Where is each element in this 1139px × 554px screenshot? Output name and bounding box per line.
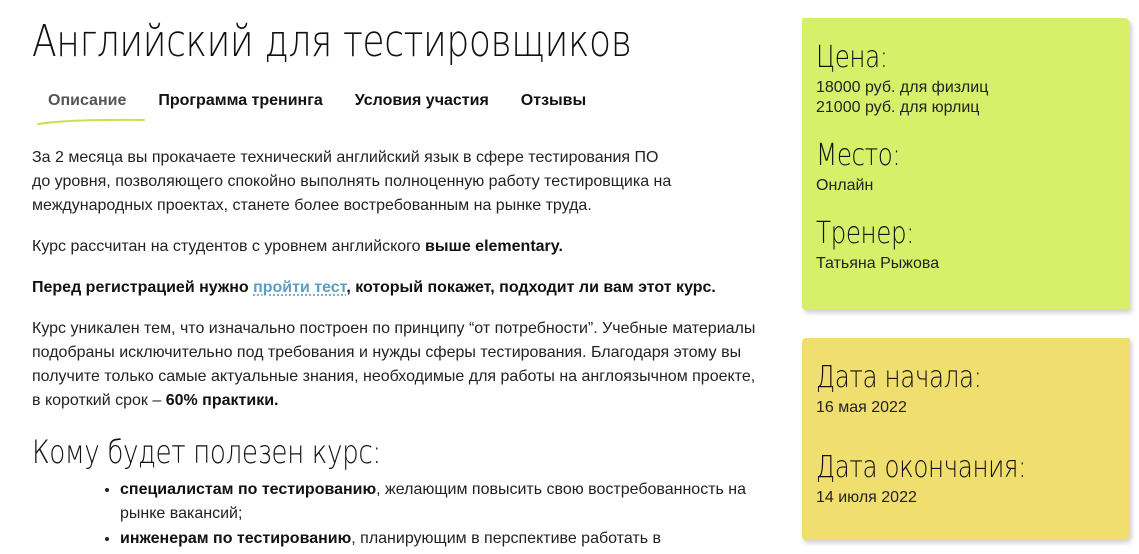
tab-label: Условия участия xyxy=(354,92,489,109)
course-dates-card xyxy=(802,338,1130,540)
unique-paragraph: Курс уникален тем, что изначально построен по принципу “от потребности”. Учебные материалы подобраны исключительно под требования и нужды сферы тестирования. Благодаря этому вы получите только самые актуальные знания, необходимые для работы на англоязычном проекте, в короткий срок – 60% практики. xyxy=(32,320,756,409)
level-requirement: выше elementary. xyxy=(425,238,563,255)
audience-title: Кому будет полезен курс: xyxy=(32,433,381,471)
tab-bar xyxy=(32,88,602,128)
list-item: • специалистам по тестированию, желающим повысить свою востребованность на рынке вакансий; xyxy=(120,478,760,526)
tab-label: Программа тренинга xyxy=(158,92,323,109)
price-label: Цена: xyxy=(816,40,888,75)
start-date-value: 16 мая 2022 xyxy=(816,399,907,416)
test-paragraph: Перед регистрацией нужно пройти тест, который покажет, подходит ли вам этот курс. xyxy=(32,279,716,296)
price-individual: 18000 руб. для физлиц xyxy=(816,79,989,96)
course-info-card xyxy=(802,18,1130,310)
place-label: Место: xyxy=(816,138,901,173)
take-test-link[interactable]: пройти тест xyxy=(253,279,347,296)
tab-conditions[interactable] xyxy=(339,88,505,128)
tab-label: Отзывы xyxy=(520,92,587,109)
audience-list xyxy=(120,478,760,551)
trainer-value: Татьяна Рыжова xyxy=(816,255,940,272)
tab-program[interactable] xyxy=(142,88,338,128)
start-date-label: Дата начала: xyxy=(816,360,982,395)
page-title: Английский для тестировщиков xyxy=(32,16,632,67)
practice-share: 60% практики. xyxy=(165,392,279,409)
active-tab-underline xyxy=(36,118,146,126)
end-date-value: 14 июля 2022 xyxy=(816,489,917,506)
end-date-label: Дата окончания: xyxy=(816,450,1026,485)
place-value: Онлайн xyxy=(816,177,874,194)
description-panel xyxy=(32,146,762,552)
level-paragraph: Курс рассчитан на студентов с уровнем английского выше elementary. xyxy=(32,238,563,255)
tab-reviews[interactable] xyxy=(505,88,602,128)
list-item: • инженерам по тестированию, планирующим в перспективе работать в xyxy=(120,527,760,551)
tab-description[interactable] xyxy=(32,88,142,128)
trainer-label: Тренер: xyxy=(816,216,915,251)
price-company: 21000 руб. для юрлиц xyxy=(816,99,980,116)
description-paragraph: За 2 месяца вы прокачаете технический английский язык в сфере тестирования ПО до уровня, позволяющего спокойно выполнять полноценную работу тестировщика на международных проектах, станете более востребованным на рынке труда. xyxy=(32,149,672,214)
tab-label: Описание xyxy=(48,92,127,109)
